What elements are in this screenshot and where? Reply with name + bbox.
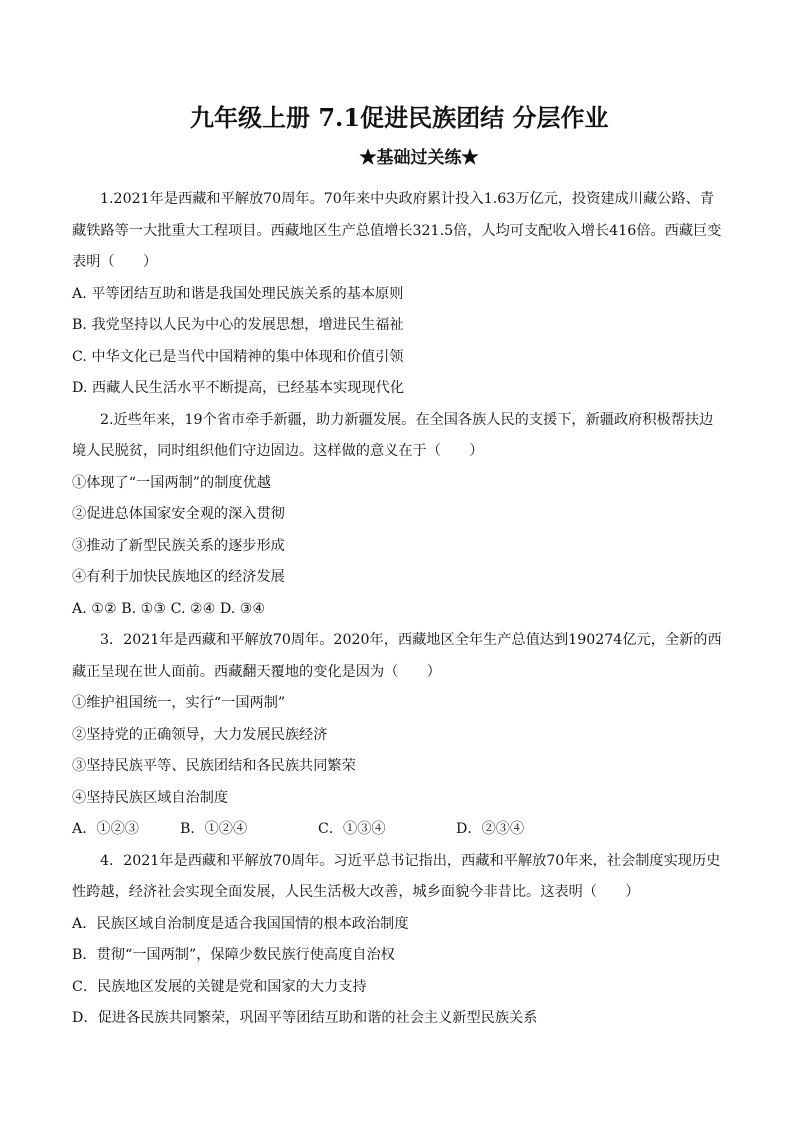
question-stem: 3．2021年是西藏和平解放70周年。2020年，西藏地区全年生产总值达到190274亿元，全新的西藏正呈现在世人面前。西藏翻天覆地的变化是因为（ ）	[72, 632, 722, 680]
option-c: C. 中华文化已是当代中国精神的集中体现和价值引领	[72, 348, 404, 365]
question-4	[72, 846, 724, 1035]
question-2	[72, 405, 724, 626]
statement-3: ③坚持民族平等、民族团结和各民族共同繁荣	[72, 758, 356, 774]
statement-1: ①体现了“一国两制”的制度优越	[72, 474, 271, 491]
options-line: A. ①② B. ①③ C. ②④ D. ③④	[72, 600, 266, 617]
statement-1: ①维护祖国统一，实行“一国两制”	[72, 695, 286, 711]
option-c: C．①③④	[318, 821, 386, 837]
section-heading: ★基础过关练★	[359, 148, 479, 168]
question-3	[72, 625, 724, 846]
statement-4: ④有利于加快民族地区的经济发展	[72, 569, 285, 585]
option-b: B．贯彻“一国两制”，保障少数民族行使高度自治权	[72, 947, 395, 963]
option-c: C．民族地区发展的关键是党和国家的大力支持	[72, 978, 367, 995]
question-stem: 4．2021年是西藏和平解放70周年。习近平总书记指出，西藏和平解放70年来，社会制度实现历史性跨越，经济社会实现全面发展，人民生活极大改善，城乡面貌今非昔比。这表明（ ）	[72, 852, 721, 900]
question-1	[72, 184, 724, 405]
option-d: D．②③④	[456, 821, 525, 837]
option-a: A．①②③	[72, 821, 139, 837]
page-title: 九年级上册 7.1促进民族团结 分层作业	[190, 103, 609, 132]
question-list	[72, 184, 724, 1035]
question-stem: 2.近些年来，19个省市牵手新疆，助力新疆发展。在全国各族人民的支援下，新疆政府积极帮扶边境人民脱贫，同时组织他们守边固边。这样做的意义在于（ ）	[72, 411, 714, 459]
option-b: B．①②④	[180, 821, 248, 837]
statement-2: ②坚持党的正确领导，大力发展民族经济	[72, 726, 328, 743]
option-b: B. 我党坚持以人民为中心的发展思想，增进民生福祉	[72, 317, 404, 333]
option-d: D. 西藏人民生活水平不断提高，已经基本实现现代化	[72, 380, 405, 396]
option-a: A．民族区域自治制度是适合我国国情的根本政治制度	[72, 915, 409, 932]
statement-3: ③推动了新型民族关系的逐步形成	[72, 537, 285, 554]
option-a: A. 平等团结互助和谐是我国处理民族关系的基本原则	[72, 285, 404, 302]
statement-2: ②促进总体国家安全观的深入贯彻	[72, 506, 285, 522]
question-stem: 1.2021年是西藏和平解放70周年。70年来中央政府累计投入1.63万亿元，投资建成川藏公路、青藏铁路等一大批重大工程项目。西藏地区生产总值增长321.5倍，人均可支配收入增长416倍。西藏巨变表明（ ）	[72, 191, 722, 270]
statement-4: ④坚持民族区域自治制度	[72, 789, 229, 806]
options-row	[72, 814, 724, 846]
option-d: D．促进各民族共同繁荣，巩固平等团结互助和谐的社会主义新型民族关系	[72, 1010, 538, 1026]
